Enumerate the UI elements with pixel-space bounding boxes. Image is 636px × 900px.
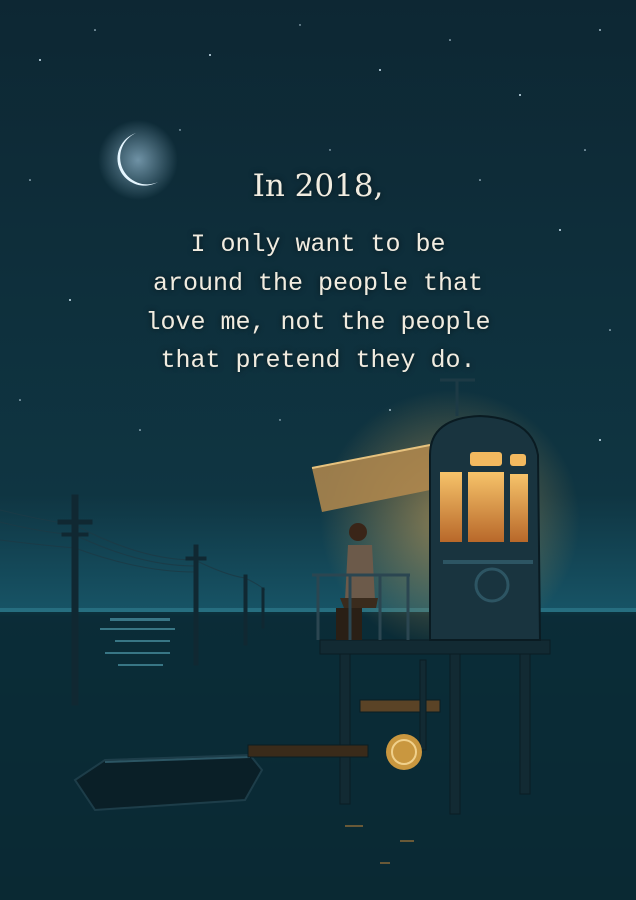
quote-line-1: I only want to be	[190, 230, 446, 259]
quote-line-4: that pretend they do.	[160, 346, 476, 375]
quote-line-2: around the people that	[152, 269, 484, 298]
quote-line-3: love me, not the people	[145, 308, 491, 337]
quote-title: In 2018,	[252, 168, 384, 204]
